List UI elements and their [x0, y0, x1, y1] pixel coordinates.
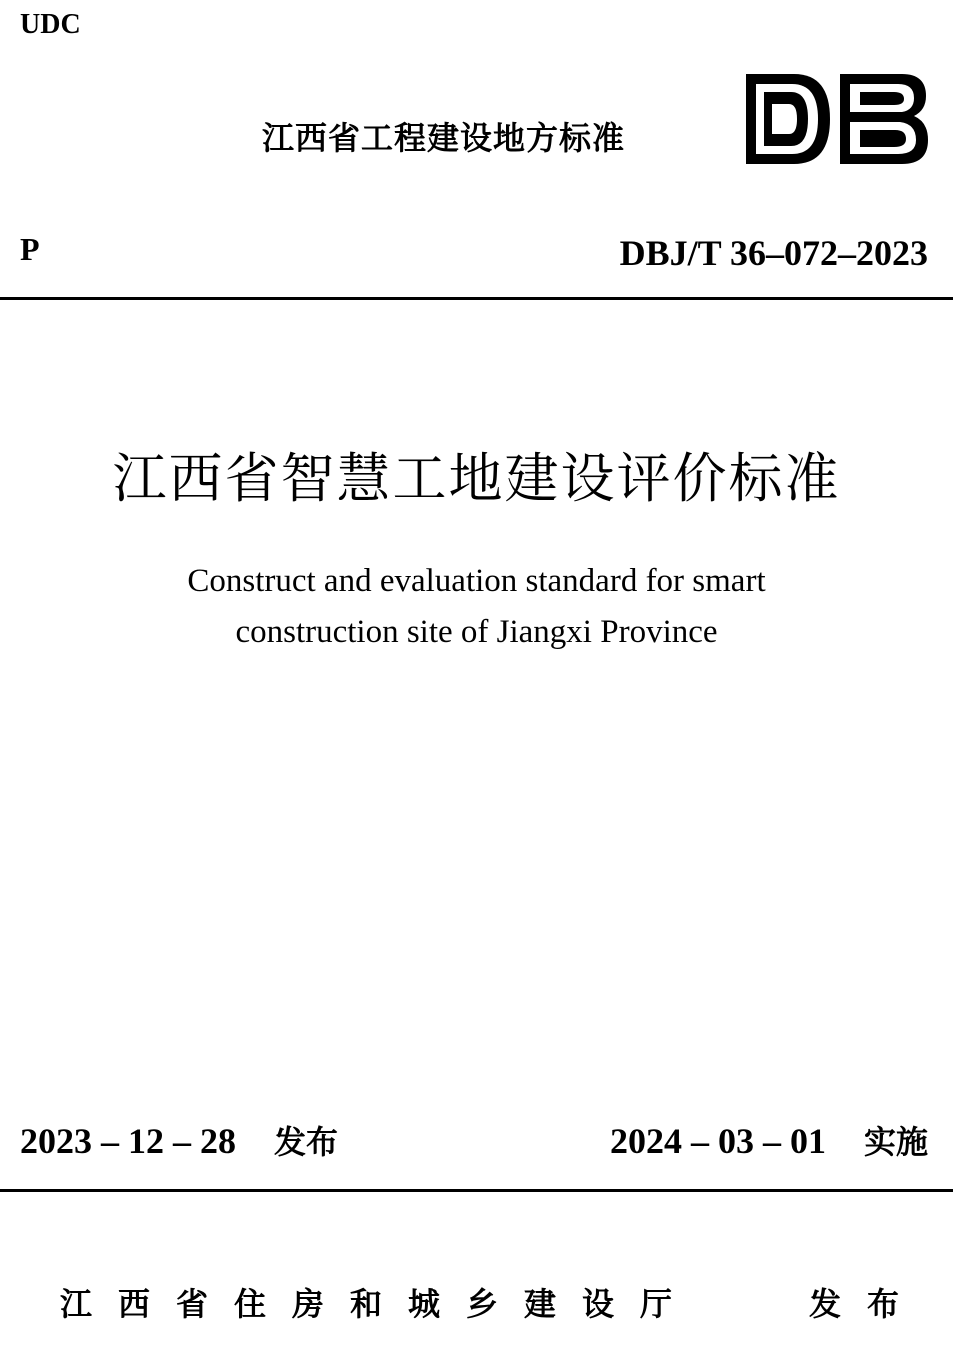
issue-date-block	[20, 1118, 338, 1165]
issue-date: 2023 – 12 – 28	[20, 1121, 236, 1161]
publisher-action: 发布	[808, 1285, 925, 1323]
issue-label: 发布	[274, 1123, 339, 1161]
implementation-label: 实施	[863, 1123, 928, 1161]
implementation-date: 2024 – 03 – 01	[609, 1121, 826, 1161]
logo-letter-d	[746, 74, 830, 164]
logo-letter-b	[840, 74, 928, 164]
title-english-line-1: Construct and evaluation standard for smart	[187, 563, 766, 599]
implementation-date-block	[610, 1118, 928, 1165]
udc-label: UDC	[20, 9, 81, 40]
bottom-divider	[0, 1189, 953, 1192]
publisher-name: 江西省住房和城乡建设厅	[60, 1285, 699, 1323]
title-english-line-2: construction site of Jiangxi Province	[235, 614, 718, 650]
title-english	[0, 556, 953, 658]
db-logo	[742, 70, 932, 168]
top-divider	[0, 297, 953, 300]
series-title: 江西省工程建设地方标准	[262, 119, 626, 157]
classification-code: P	[20, 231, 40, 267]
standard-number: DBJ/T 36–072–2023	[619, 233, 928, 273]
title-chinese: 江西省智慧工地建设评价标准	[112, 447, 841, 510]
